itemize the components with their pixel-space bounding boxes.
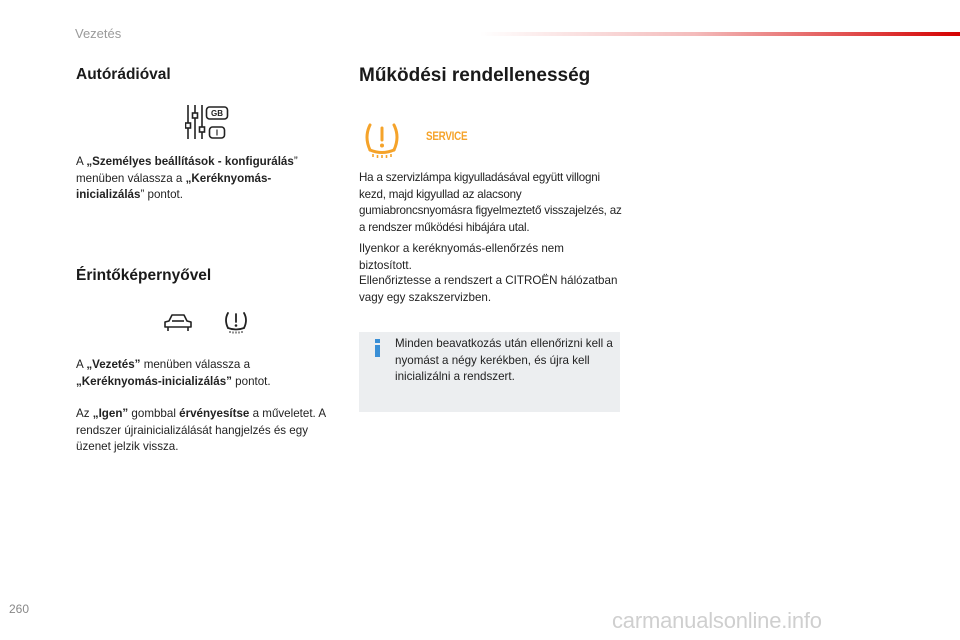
text-run: ” menüben válassza a (76, 155, 298, 185)
tyre-pressure-icon (223, 309, 249, 335)
i-badge-label: I (215, 128, 219, 138)
text-run: A (76, 155, 87, 168)
text-run: Az (76, 407, 93, 420)
touchscreen-heading: Érintőképernyővel (76, 267, 212, 284)
car-icon (162, 312, 194, 334)
info-icon (371, 338, 385, 358)
text-run: A (76, 358, 87, 371)
tyre-pressure-warning-icon (362, 120, 402, 160)
service-recommendation: Ellenőriztesse a rendszert a CITROËN hálózatban vagy egy szakszervizben. (359, 274, 618, 304)
header-accent-bar (480, 32, 960, 36)
text-run: gombbal (128, 407, 180, 420)
text-run: ” pontot. (140, 188, 183, 201)
touchscreen-confirm-text (76, 406, 346, 456)
text-run: „Igen” (92, 407, 129, 420)
text-run: „Keréknyomás-inicializálás (76, 171, 272, 201)
text-run: menüben válassza a (140, 358, 251, 371)
settings-sliders-icon (185, 103, 230, 141)
malfunction-description: Ha a szervizlámpa kigyulladásával együtt villogni kezd, majd kigyullad az alacsony gumiabroncsnyomásra figyelmeztető visszajelzés, az a rendszer működési hibájára utal. (359, 171, 622, 234)
pressure-check-note: Ilyenkor a keréknyomás-ellenőrzés nem biztosított. (359, 242, 564, 272)
text-run: „Vezetés” (86, 358, 141, 371)
gb-badge-label: GB (211, 109, 223, 118)
text-run: „Keréknyomás-inicializálás” (76, 374, 232, 388)
radio-instruction (76, 154, 326, 204)
page-number: 260 (9, 602, 30, 616)
info-box-text: Minden beavatkozás után ellenőrizni kell a nyomást a négy kerékben, és újra kell inicializálni a rendszert. (395, 337, 613, 383)
text-run: érvényesítse (179, 407, 250, 420)
watermark: carmanualsonline.info (612, 608, 822, 633)
radio-heading: Autórádióval (76, 66, 171, 83)
service-warning-label: SERVICE (426, 129, 468, 143)
section-title: Vezetés (75, 26, 122, 41)
malfunction-heading: Működési rendellenesség (359, 65, 591, 86)
text-run: pontot. (231, 374, 271, 388)
touchscreen-instruction (76, 357, 336, 390)
text-run: „Személyes beállítások - konfigurálás (86, 155, 294, 168)
text-run: a műveletet. A rendszer újrainicializálását hangjelzés és egy üzenet jelzik vissza. (76, 407, 326, 453)
